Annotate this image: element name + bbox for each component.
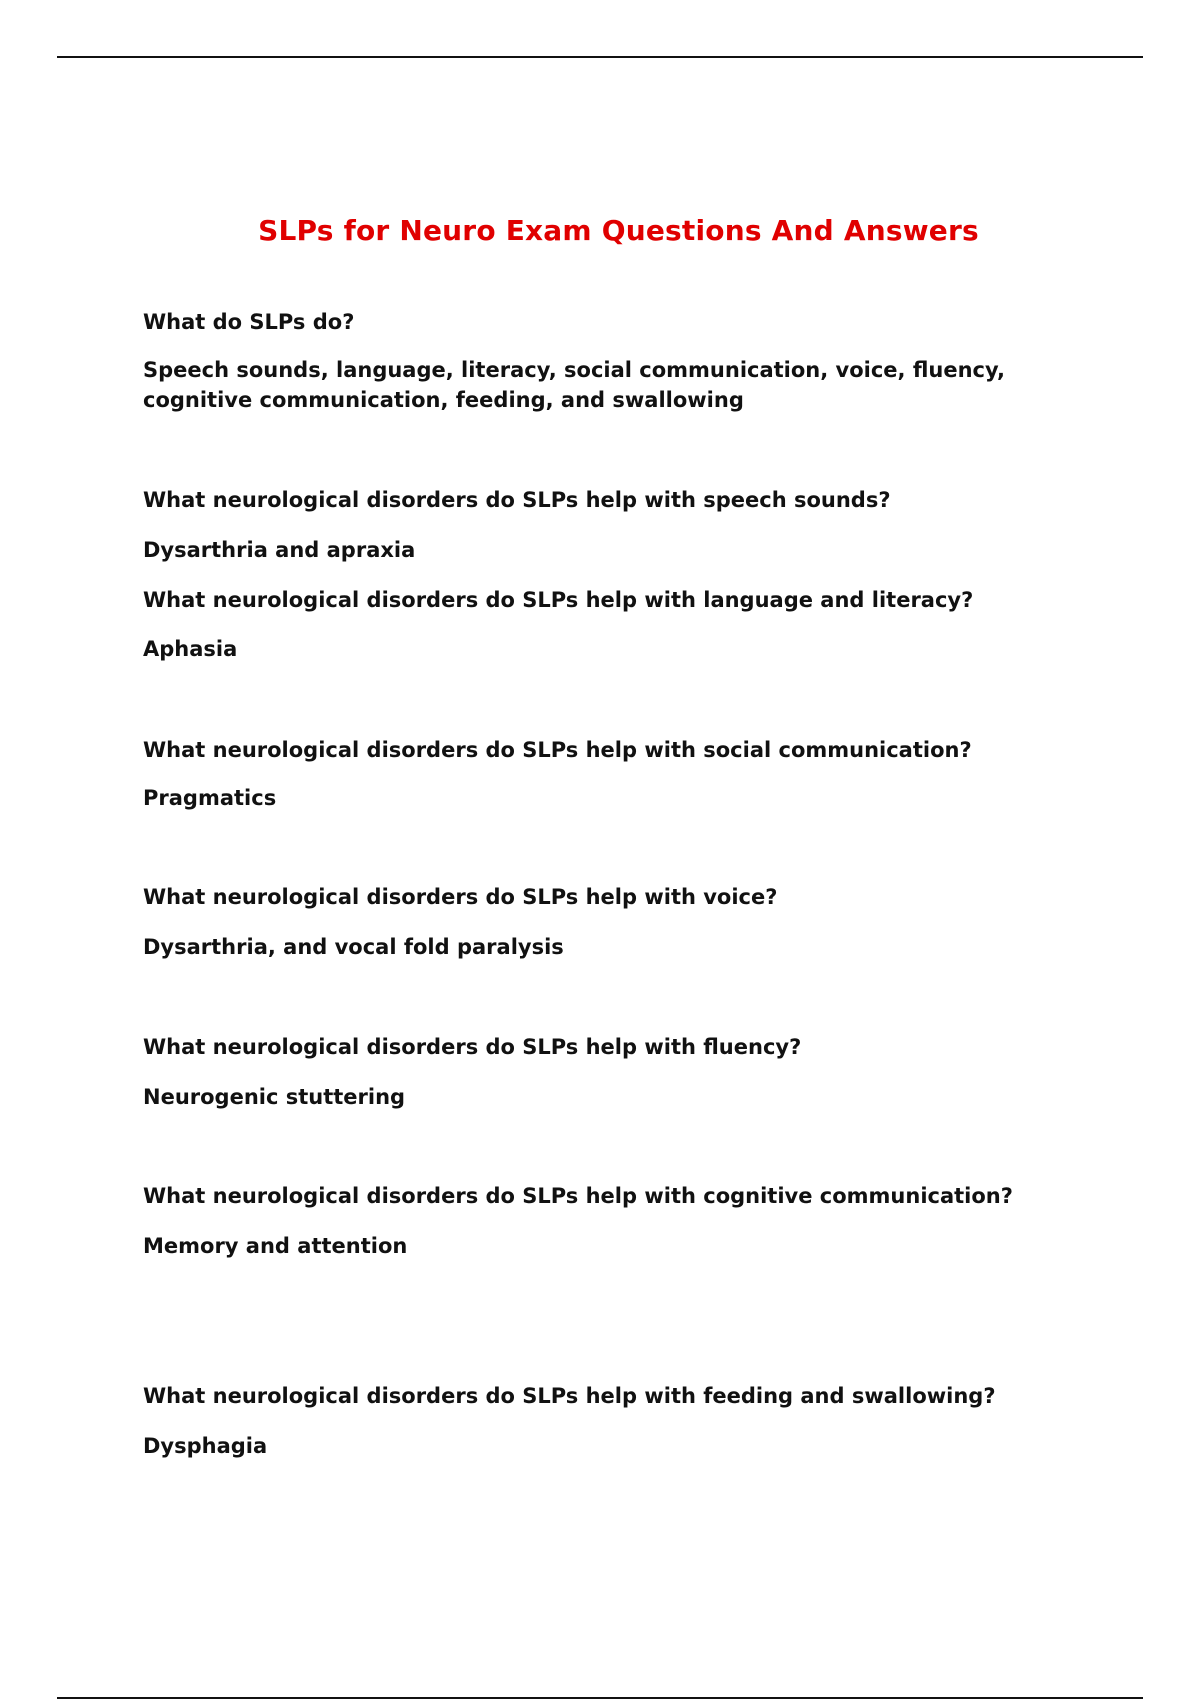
question-3: What neurological disorders do SLPs help with language and literacy? (143, 588, 974, 612)
answer-1: Speech sounds, language, literacy, social communication, voice, fluency, cognitive communication, feeding, and swallowing (143, 358, 1006, 412)
question-4: What neurological disorders do SLPs help with social communication? (143, 738, 972, 762)
question-2: What neurological disorders do SLPs help with speech sounds? (143, 488, 891, 512)
question-7: What neurological disorders do SLPs help with cognitive communication? (143, 1184, 1013, 1208)
question-8: What neurological disorders do SLPs help with feeding and swallowing? (143, 1384, 996, 1408)
question-1: What do SLPs do? (143, 310, 355, 334)
answer-6: Neurogenic stuttering (143, 1085, 406, 1109)
page-title: SLPs for Neuro Exam Questions And Answers (258, 213, 979, 247)
question-6: What neurological disorders do SLPs help with fluency? (143, 1035, 802, 1059)
answer-8: Dysphagia (143, 1434, 268, 1458)
top-divider (57, 56, 1143, 58)
answer-2: Dysarthria and apraxia (143, 538, 416, 562)
answer-5: Dysarthria, and vocal fold paralysis (143, 935, 564, 959)
answer-3: Aphasia (143, 637, 238, 661)
answer-4: Pragmatics (143, 786, 277, 810)
answer-7: Memory and attention (143, 1234, 408, 1258)
bottom-divider (57, 1697, 1143, 1699)
question-5: What neurological disorders do SLPs help with voice? (143, 885, 778, 909)
